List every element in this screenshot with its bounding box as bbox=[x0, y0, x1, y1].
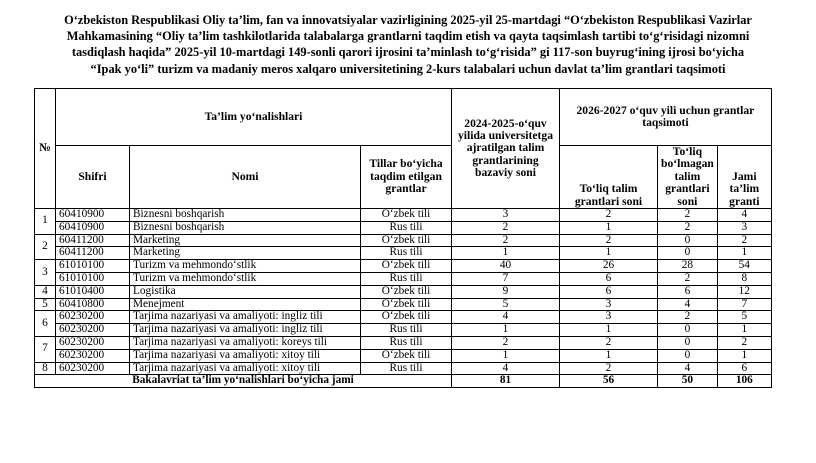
partial-count: 0 bbox=[658, 337, 718, 350]
direction-code: 60230200 bbox=[56, 324, 130, 337]
table-row bbox=[35, 337, 772, 350]
row-number: 5 bbox=[35, 298, 56, 311]
partial-count: 0 bbox=[658, 324, 718, 337]
row-number: 2 bbox=[35, 234, 56, 260]
direction-code: 60230200 bbox=[56, 362, 130, 375]
total-count: 12 bbox=[717, 285, 771, 298]
direction-name: Tarjima nazariyasi va amaliyoti: ingliz tili bbox=[130, 311, 361, 324]
total-count: 6 bbox=[717, 362, 771, 375]
full-count: 2 bbox=[560, 337, 658, 350]
base-count: 4 bbox=[452, 311, 560, 324]
base-count: 1 bbox=[452, 349, 560, 362]
base-count: 2 bbox=[452, 221, 560, 234]
partial-count: 6 bbox=[658, 285, 718, 298]
document-title bbox=[18, 12, 798, 77]
full-count: 6 bbox=[560, 273, 658, 286]
direction-name: Logistika bbox=[130, 285, 361, 298]
header-partial: To‘liq bo‘lmagan talim grantlari soni bbox=[658, 146, 718, 209]
base-count: 7 bbox=[452, 273, 560, 286]
row-number: 6 bbox=[35, 311, 56, 337]
table-row bbox=[35, 209, 772, 222]
direction-name: Turizm va mehmondo‘stlik bbox=[130, 273, 361, 286]
language: Rus tili bbox=[361, 324, 452, 337]
full-count: 1 bbox=[560, 349, 658, 362]
totals-row bbox=[35, 375, 772, 388]
base-count: 1 bbox=[452, 324, 560, 337]
base-count: 40 bbox=[452, 260, 560, 273]
full-count: 3 bbox=[560, 298, 658, 311]
total-count: 7 bbox=[717, 298, 771, 311]
partial-count: 0 bbox=[658, 234, 718, 247]
full-count: 6 bbox=[560, 285, 658, 298]
direction-code: 60410900 bbox=[56, 221, 130, 234]
total-count: 3 bbox=[717, 221, 771, 234]
table-row bbox=[35, 260, 772, 273]
partial-count: 4 bbox=[658, 362, 718, 375]
language: O‘zbek tili bbox=[361, 298, 452, 311]
full-count: 2 bbox=[560, 234, 658, 247]
totals-base: 81 bbox=[452, 375, 560, 388]
table-row bbox=[35, 324, 772, 337]
direction-name: Marketing bbox=[130, 247, 361, 260]
row-number: 7 bbox=[35, 337, 56, 363]
language: Rus tili bbox=[361, 337, 452, 350]
table-row bbox=[35, 273, 772, 286]
row-number: 1 bbox=[35, 209, 56, 235]
row-number: 4 bbox=[35, 285, 56, 298]
title-line: Mahkamasining “Oliy ta’lim tashkilotlarida talabalarga grantlarni taqdim etish va qayta taqsimlash tartibi to‘g‘risidagi nizomni bbox=[66, 29, 750, 44]
direction-name: Turizm va mehmondo‘stlik bbox=[130, 260, 361, 273]
total-count: 4 bbox=[717, 209, 771, 222]
table-row bbox=[35, 221, 772, 234]
header-no: № bbox=[35, 89, 56, 209]
direction-name: Tarjima nazariyasi va amaliyoti: xitoy tili bbox=[130, 362, 361, 375]
base-count: 9 bbox=[452, 285, 560, 298]
header-directions: Ta’lim yo‘nalishlari bbox=[56, 89, 452, 146]
direction-name: Menejment bbox=[130, 298, 361, 311]
totals-partial: 50 bbox=[658, 375, 718, 388]
total-count: 5 bbox=[717, 311, 771, 324]
header-total: Jami ta’lim granti bbox=[717, 146, 771, 209]
full-count: 3 bbox=[560, 311, 658, 324]
table-row bbox=[35, 285, 772, 298]
direction-code: 60230200 bbox=[56, 337, 130, 350]
language: Rus tili bbox=[361, 247, 452, 260]
base-count: 5 bbox=[452, 298, 560, 311]
total-count: 1 bbox=[717, 349, 771, 362]
partial-count: 4 bbox=[658, 298, 718, 311]
partial-count: 2 bbox=[658, 221, 718, 234]
partial-count: 2 bbox=[658, 209, 718, 222]
title-line: “Ipak yo‘li” turizm va madaniy meros xalqaro universitetining 2-kurs talabalari uchun davlat ta’lim grantlari taqsimoti bbox=[90, 61, 726, 76]
totals-label: Bakalavriat ta’lim yo‘nalishlari bo‘yicha jami bbox=[35, 375, 452, 388]
total-count: 1 bbox=[717, 247, 771, 260]
direction-code: 61010400 bbox=[56, 285, 130, 298]
direction-name: Tarjima nazariyasi va amaliyoti: koreys tili bbox=[130, 337, 361, 350]
table-row bbox=[35, 349, 772, 362]
direction-name: Biznesni boshqarish bbox=[130, 209, 361, 222]
language: O‘zbek tili bbox=[361, 209, 452, 222]
total-count: 2 bbox=[717, 337, 771, 350]
table-row bbox=[35, 362, 772, 375]
partial-count: 0 bbox=[658, 247, 718, 260]
direction-code: 61010100 bbox=[56, 273, 130, 286]
language: O‘zbek tili bbox=[361, 285, 452, 298]
direction-name: Tarjima nazariyasi va amaliyoti: xitoy tili bbox=[130, 349, 361, 362]
header-base: 2024-2025-o‘quv yilida universitetga ajratilgan talim grantlarining bazaviy soni bbox=[452, 89, 560, 209]
language: O‘zbek tili bbox=[361, 311, 452, 324]
header-code: Shifri bbox=[56, 146, 130, 209]
total-count: 2 bbox=[717, 234, 771, 247]
full-count: 2 bbox=[560, 209, 658, 222]
base-count: 3 bbox=[452, 209, 560, 222]
direction-code: 60411200 bbox=[56, 247, 130, 260]
direction-name: Marketing bbox=[130, 234, 361, 247]
direction-code: 60410900 bbox=[56, 209, 130, 222]
base-count: 1 bbox=[452, 247, 560, 260]
base-count: 2 bbox=[452, 337, 560, 350]
direction-code: 60230200 bbox=[56, 311, 130, 324]
row-number: 3 bbox=[35, 260, 56, 286]
full-count: 1 bbox=[560, 247, 658, 260]
table-row bbox=[35, 298, 772, 311]
header-year2026: 2026-2027 o‘quv yili uchun grantlar taqsimoti bbox=[560, 89, 772, 146]
language: O‘zbek tili bbox=[361, 260, 452, 273]
direction-name: Biznesni boshqarish bbox=[130, 221, 361, 234]
totals-full: 56 bbox=[560, 375, 658, 388]
language: Rus tili bbox=[361, 273, 452, 286]
title-line: tasdiqlash haqida” 2025-yil 10-martdagi 149-sonli qarori ijrosini ta’minlash to‘g‘risida” gi 117-son buyrug‘ining ijrosi bo‘yicha bbox=[71, 45, 745, 60]
partial-count: 2 bbox=[658, 273, 718, 286]
table-row bbox=[35, 311, 772, 324]
header-full: To‘liq talim grantlari soni bbox=[560, 146, 658, 209]
total-count: 1 bbox=[717, 324, 771, 337]
partial-count: 28 bbox=[658, 260, 718, 273]
title-line: O‘zbekiston Respublikasi Oliy ta’lim, fan va innovatsiyalar vazirligining 2025-yil 25-martdagi “O‘zbekiston Respublikasi Vazirlar bbox=[64, 13, 752, 27]
full-count: 26 bbox=[560, 260, 658, 273]
totals-total: 106 bbox=[717, 375, 771, 388]
table-row bbox=[35, 234, 772, 247]
language: Rus tili bbox=[361, 362, 452, 375]
language: O‘zbek tili bbox=[361, 234, 452, 247]
row-number: 8 bbox=[35, 362, 56, 375]
total-count: 54 bbox=[717, 260, 771, 273]
full-count: 1 bbox=[560, 221, 658, 234]
total-count: 8 bbox=[717, 273, 771, 286]
partial-count: 2 bbox=[658, 311, 718, 324]
partial-count: 0 bbox=[658, 349, 718, 362]
language: O‘zbek tili bbox=[361, 349, 452, 362]
direction-code: 60410800 bbox=[56, 298, 130, 311]
table-body bbox=[35, 209, 772, 375]
full-count: 2 bbox=[560, 362, 658, 375]
direction-code: 61010100 bbox=[56, 260, 130, 273]
base-count: 4 bbox=[452, 362, 560, 375]
direction-code: 60411200 bbox=[56, 234, 130, 247]
header-name: Nomi bbox=[130, 146, 361, 209]
header-language: Tillar bo‘yicha taqdim etilgan grantlar bbox=[361, 146, 452, 209]
direction-code: 60230200 bbox=[56, 349, 130, 362]
grants-table bbox=[34, 88, 772, 388]
base-count: 2 bbox=[452, 234, 560, 247]
direction-name: Tarjima nazariyasi va amaliyoti: ingliz tili bbox=[130, 324, 361, 337]
language: Rus tili bbox=[361, 221, 452, 234]
full-count: 1 bbox=[560, 324, 658, 337]
table-row bbox=[35, 247, 772, 260]
